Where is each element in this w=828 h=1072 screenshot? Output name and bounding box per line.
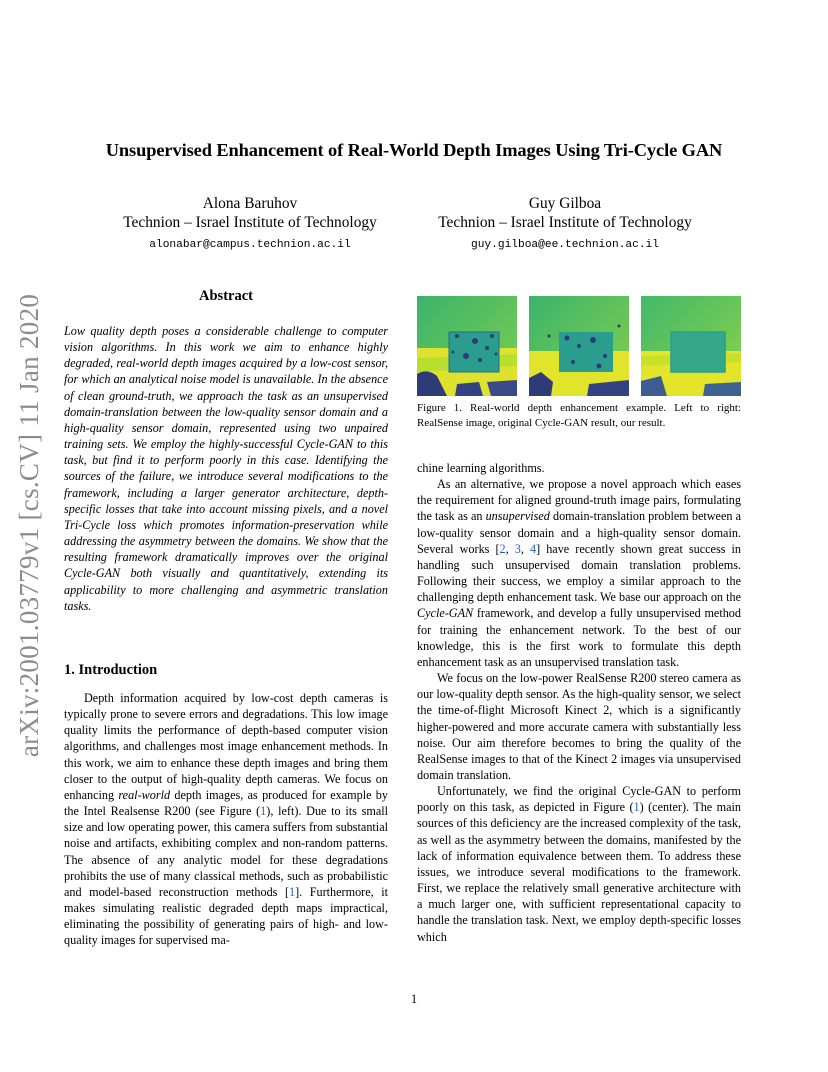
depth-image-cyclegan (529, 296, 629, 396)
citation-link[interactable]: 2 (499, 541, 506, 556)
abstract-text: Low quality depth poses a considerable challenge to computer vision algorithms. In this work we aim to enhance highly degraded, real-world depth images acquired by a low-cost sensor, for which an analytical noise model is unavailable. In the absence of clean ground-truth, we approach the task as an unsupervised domain-translation between the low-quality sensor domain and a high-quality sensor domain, represented using two unpaired training sets. We employ the highly-successful Cycle-GAN to this task, but find it to perform poorly in this case. Identifying the sources of the failure, we introduce several modifications to the framework, including a larger generator architecture, depth-specific losses that take into account missing pixels, and a novel Tri-Cycle loss which promotes information-preservation while addressing the asymmetry between the domains. We show that the resulting framework dramatically improves over the original Cycle-GAN both visually and quantitatively, extending its applicability to more challenging and asymmetric translation tasks. (64, 324, 388, 613)
citation-link[interactable]: 1 (289, 884, 296, 899)
author-name: Guy Gilboa (528, 195, 602, 212)
author-email: alonabar@campus.technion.ac.il (149, 239, 351, 251)
author-name: Alona Baruhov (202, 195, 298, 212)
citation-link[interactable]: 1 (633, 800, 640, 815)
author-affiliation: Technion – Israel Institute of Technology (123, 214, 377, 231)
citation-link[interactable]: 3 (514, 541, 521, 556)
right-column-body (417, 460, 741, 945)
paragraph-cyclegan: Unfortunately, we find the original Cycle-GAN to perform poorly on this task, as depicted in Figure (1) (center). The main sources of this deficiency are the increased complexity of the task, as well as the asymmetry between the domains, manifested by the lack of information equivalence between them. To address these issues, we introduce several modifications to the framework. First, we replace the relatively small generative architecture with a much larger one, with sufficient representational capacity to handle the translation task. Next, we employ depth-specific losses which (417, 784, 741, 944)
abstract-heading: Abstract (199, 288, 253, 304)
intro-body (64, 690, 388, 949)
arxiv-stamp (10, 290, 50, 760)
paragraph-sensors: We focus on the low-power RealSense R200 stereo camera as our low-quality depth sensor. As the high-quality sensor, we select the time-of-flight Microsoft Kinect 2, which is a significantly higher-powered and more accurate camera with substantially less noise. Our aim therefore becomes to bring the quality of the RealSense images to that of the Kinect 2 images via unsupervised domain translation. (417, 671, 741, 782)
paper-title: Unsupervised Enhancement of Real-World Depth Images Using Tri-Cycle GAN (105, 140, 723, 160)
author-affiliation: Technion – Israel Institute of Technology (438, 214, 692, 231)
figure-1 (417, 296, 741, 396)
depth-image-ours (641, 296, 741, 396)
intro-paragraph-1: Depth information acquired by low-cost depth cameras is typically prone to severe errors and degradations. This low image quality limits the performance of depth-based computer vision algorithms, and challenges most image enhancement methods. In this work, we aim to enhance these depth images and bring them closer to the output of high-quality depth cameras. We focus on enhancing real-world depth images, as produced for example by the Intel Realsense R200 (see Figure (1), left). Due to its small size and low operating power, this camera suffers from substantial noise and artifacts, exhibiting complex and non-random patterns. The absence of any analytic model for these degradations prohibits the use of many classical methods, such as probabilistic and model-based reconstruction methods [1]. Furthermore, it makes simulating realistic degraded depth maps impractical, eliminating the possibility of generating pairs of high- and low-quality images for supervised ma- (64, 691, 388, 948)
abstract-body (64, 323, 388, 614)
author-email: guy.gilboa@ee.technion.ac.il (471, 239, 659, 251)
paragraph-approach: As an alternative, we propose a novel approach which eases the requirement for aligned ground-truth image pairs, formulating the task as an unsupervised domain-translation problem between a low-quality sensor domain and a high-quality sensor domain. Several works [2, 3, 4] have recently shown great success in handling such unsupervised domain translation problems. Following their success, we employ a similar approach to the challenging depth enhancement task. We base our approach on the Cycle-GAN framework, and develop a fully unsupervised method for training the enhancement network. To the best of our knowledge, this is the first work to formulate this depth enhancement task as an unsupervised translation task. (417, 477, 741, 669)
author-block-1 (100, 194, 400, 255)
figure-caption: Figure 1. Real-world depth enhancement example. Left to right: RealSense image, original Cycle-GAN result, our result. (417, 402, 741, 429)
continued-text: chine learning algorithms. (417, 461, 545, 475)
citation-link[interactable]: 1 (260, 804, 267, 819)
arxiv-id-text: arXiv:2001.03779v1 [cs.CV] 11 Jan 2020 (14, 293, 45, 757)
depth-image-realsense (417, 296, 517, 396)
author-block-2 (410, 194, 720, 255)
citation-link[interactable]: 4 (529, 541, 537, 556)
section-heading-introduction: 1. Introduction (64, 662, 158, 678)
page-number: 1 (410, 992, 418, 1006)
